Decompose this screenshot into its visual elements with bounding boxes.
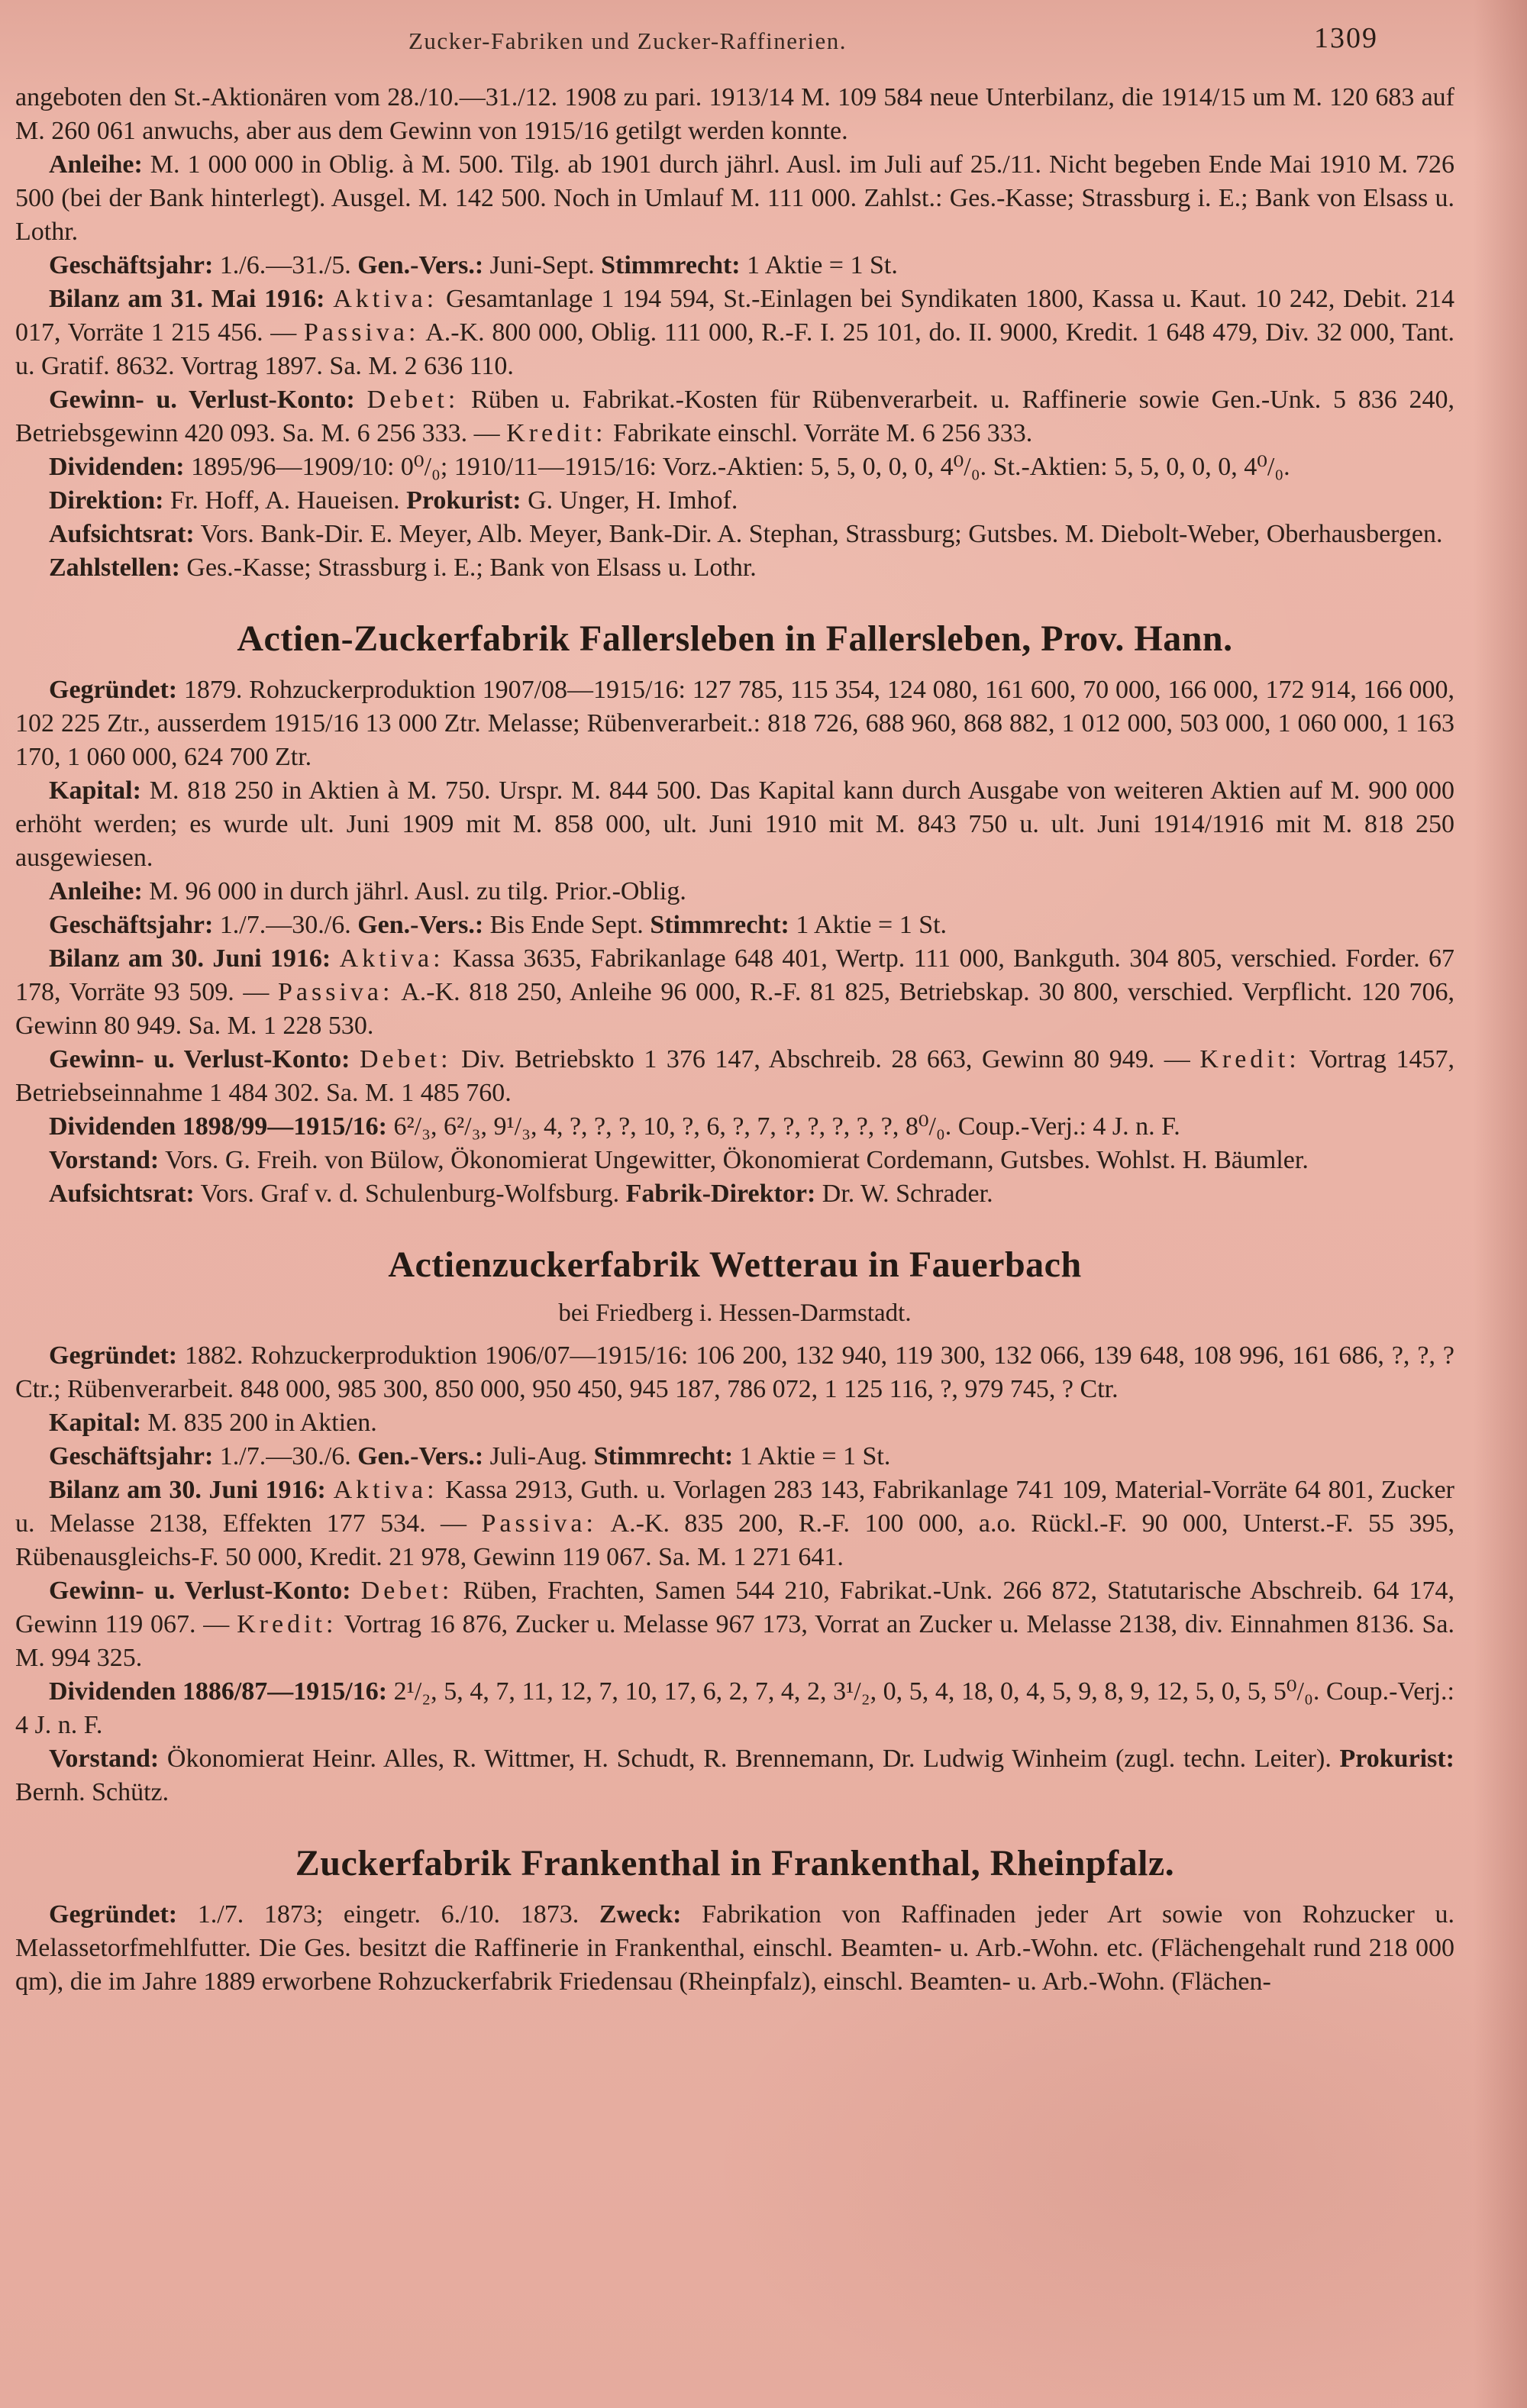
paragraph	[15, 1144, 1454, 1177]
label-segment: Gewinn- u. Verlust-Konto:	[49, 1577, 351, 1605]
text-segment: Passiva:	[481, 1509, 597, 1538]
label-segment: Bilanz am 30. Juni 1916:	[49, 944, 331, 973]
text-segment: Kredit:	[1199, 1045, 1300, 1073]
label-segment: Gegründet:	[49, 1341, 178, 1370]
text-segment: 1 Aktie = 1 St.	[740, 251, 898, 279]
text-segment: G. Unger, H. Imhof.	[521, 486, 738, 515]
paragraph	[15, 450, 1454, 484]
label-segment: Anleihe:	[49, 150, 143, 179]
label-segment: Gen.-Vers.:	[357, 251, 484, 279]
paragraph	[15, 1110, 1454, 1144]
paragraph	[15, 81, 1454, 148]
text-segment: Passiva:	[303, 318, 420, 347]
text-segment: Juli-Aug.	[483, 1442, 594, 1470]
label-segment: Aufsichtsrat:	[49, 1180, 195, 1208]
paragraph	[15, 673, 1454, 774]
label-segment: Gewinn- u. Verlust-Konto:	[49, 1045, 350, 1073]
entry-subtitle: bei Friedberg i. Hessen-Darmstadt.	[558, 1299, 912, 1327]
paragraph	[15, 774, 1454, 875]
text-segment: 6²/₃, 6²/₃, 9¹/₃, 4, ?, ?, ?, 10, ?, 6, ?, 7, ?, ?, ?, ?, ?, 8⁰/₀. Coup.-Verj.: 4 J. n. F.	[386, 1112, 1180, 1141]
text-segment: Aktiva:	[333, 285, 438, 313]
label-segment: Anleihe:	[49, 877, 143, 905]
paragraph	[15, 909, 1454, 942]
text-segment: Dr. W. Schrader.	[815, 1180, 993, 1208]
text-segment: Fr. Hoff, A. Haueisen.	[163, 486, 407, 515]
text-segment: 1./7.—30./6.	[213, 1442, 358, 1470]
paragraph	[15, 1742, 1454, 1809]
text-segment	[351, 1577, 361, 1605]
label-segment: Geschäftsjahr:	[49, 1442, 214, 1470]
text-segment: A.-K. 835 200, R.-F. 100 000, a.o. Rückl.-F. 90 000, Unterst.-F. 55 395, Rübenausgleichs-F. 50 000, Kredit. 21 978, Gewinn 119 067. Sa. M. 1 271 641.	[15, 1509, 1455, 1571]
page-content	[15, 81, 1454, 1999]
text-segment: Fabrikate einschl. Vorräte M. 6 256 333.	[606, 419, 1033, 447]
text-segment: 1 Aktie = 1 St.	[789, 911, 948, 939]
text-segment: Fabrikation von Raffinaden jeder Art sowie von Rohzucker u. Melassetorfmehlfutter. Die Ges. besitzt die Raffinerie in Frankenthal, einschl. Beamten- u. Arb.-Wohn. etc. (Flächengehalt rund 218 000 qm), die im Jahre 1889 erworbene Rohzuckerfabrik Friedensau (Rheinpfalz), einschl. Beamten- u. Arb.-Wohn. (Flächen-	[15, 1900, 1455, 1996]
paragraph	[15, 875, 1454, 909]
text-segment: A.-K. 818 250, Anleihe 96 000, R.-F. 81 825, Betriebskap. 30 800, verschied. Verpflicht. 120 706, Gewinn 80 949. Sa. M. 1 228 530.	[15, 978, 1454, 1040]
text-segment: Rüben u. Fabrikat.-Kosten für Rübenverarbeit. u. Raffinerie sowie Gen.-Unk. 5 836 240, Betriebsgewinn 420 093. Sa. M. 6 256 333. —	[15, 386, 1454, 447]
label-segment: Kapital:	[49, 776, 141, 805]
text-segment: 1./6.—31./5.	[213, 251, 358, 279]
label-segment: Gewinn- u. Verlust-Konto:	[49, 386, 355, 414]
paragraph	[15, 1177, 1454, 1211]
paragraph	[15, 1474, 1454, 1574]
page-number: 1309	[1314, 22, 1378, 54]
label-segment: Kapital:	[49, 1409, 141, 1437]
text-segment: Vortrag 16 876, Zucker u. Melasse 967 173, Vorrat an Zucker u. Melasse 2138, div. Einnahmen 8136. Sa. M. 994 325.	[15, 1610, 1454, 1672]
text-segment: Debet:	[359, 1045, 452, 1073]
label-segment: Dividenden 1886/87—1915/16:	[49, 1677, 388, 1706]
text-segment: Juni-Sept.	[483, 251, 602, 279]
paragraph	[15, 1675, 1454, 1742]
text-segment: Aktiva:	[339, 944, 444, 973]
text-segment	[331, 944, 339, 973]
entry-frankenthal	[15, 1842, 1454, 1999]
text-segment: M. 96 000 in durch jährl. Ausl. zu tilg. Prior.-Oblig.	[142, 877, 686, 905]
label-segment: Dividenden 1898/99—1915/16:	[49, 1112, 387, 1141]
label-segment: Gen.-Vers.:	[357, 911, 484, 939]
text-segment: Aktiva:	[333, 1476, 438, 1504]
entry-title: Actienzuckerfabrik Wetterau in Fauerbach	[388, 1244, 1082, 1285]
paragraph	[15, 282, 1454, 383]
label-segment: Vorstand:	[49, 1745, 160, 1773]
text-segment: Vors. Graf v. d. Schulenburg-Wolfsburg.	[194, 1180, 626, 1208]
text-segment: Kredit:	[237, 1610, 337, 1638]
label-segment: Bilanz am 31. Mai 1916:	[49, 285, 325, 313]
text-segment: 1./7. 1873; eingetr. 6./10. 1873.	[177, 1900, 599, 1929]
text-segment: Rüben, Frachten, Samen 544 210, Fabrikat.-Unk. 266 872, Statutarische Abschreib. 64 174, Gewinn 119 067. —	[15, 1577, 1454, 1638]
text-segment: Vortrag 1457, Betriebseinnahme 1 484 302. Sa. M. 1 485 760.	[15, 1045, 1454, 1107]
page-header	[15, 21, 1454, 63]
paragraph	[15, 148, 1454, 249]
paragraph	[15, 1574, 1454, 1675]
text-segment	[326, 1476, 334, 1504]
paragraph	[15, 1043, 1454, 1110]
text-segment: Vors. Bank-Dir. E. Meyer, Alb. Meyer, Bank-Dir. A. Stephan, Strassburg; Gutsbes. M. Diebolt-Weber, Oberhausbergen.	[194, 520, 1443, 548]
text-segment: 1879. Rohzuckerproduktion 1907/08—1915/16: 127 785, 115 354, 124 080, 161 600, 70 000, 166 000, 172 914, 166 000, 102 225 Ztr., ausserdem 1915/16 13 000 Ztr. Melasse; Rübenverarbeit.: 818 726, 688 960, 868 882, 1 012 000, 503 000, 1 060 000, 1 163 170, 1 060 000, 624 700 Ztr.	[15, 676, 1454, 771]
text-segment: Kassa 3635, Fabrikanlage 648 401, Wertp. 111 000, Bankguth. 304 805, verschied. Forder. 67 178, Vorräte 93 509. —	[15, 944, 1455, 1006]
entry-title: Zuckerfabrik Frankenthal in Frankenthal, Rheinpfalz.	[295, 1843, 1175, 1883]
text-segment: Kredit:	[506, 419, 607, 447]
text-segment: M. 818 250 in Aktien à M. 750. Urspr. M. 844 500. Das Kapital kann durch Ausgabe von weiteren Aktien auf M. 900 000 erhöht werden; es wurde ult. Juni 1909 mit M. 858 000, ult. Juni 1910 mit M. 843 750 u. ult. Juni 1914/1916 mit M. 818 250 ausgewiesen.	[15, 776, 1454, 872]
text-segment: A.-K. 800 000, Oblig. 111 000, R.-F. I. 25 101, do. II. 9000, Kredit. 1 648 479, Div. 32 000, Tant. u. Gratif. 8632. Vortrag 1897. Sa. M. 2 636 110.	[15, 318, 1454, 380]
entry-fallersleben	[15, 617, 1454, 1211]
label-segment: Stimmrecht:	[593, 1442, 734, 1470]
label-segment: Gegründet:	[49, 676, 178, 704]
paragraph	[15, 1339, 1454, 1406]
entry-wetterau	[15, 1243, 1454, 1809]
paragraph	[15, 249, 1454, 282]
text-segment: 1./7.—30./6.	[213, 911, 358, 939]
label-segment: Bilanz am 30. Juni 1916:	[49, 1476, 326, 1504]
paragraph	[15, 383, 1454, 450]
label-segment: Gen.-Vers.:	[357, 1442, 484, 1470]
label-segment: Prokurist:	[406, 486, 521, 515]
text-segment: Debet:	[360, 1577, 454, 1605]
text-segment: Passiva:	[277, 978, 394, 1006]
paragraph	[15, 1406, 1454, 1440]
entry-strassburg-continuation	[15, 81, 1454, 585]
text-segment: Debet:	[366, 386, 460, 414]
text-segment: 1882. Rohzuckerproduktion 1906/07—1915/16: 106 200, 132 940, 119 300, 132 066, 139 648, 108 996, 161 686, ?, ?, ? Ctr.; Rübenverarbeit. 848 000, 985 300, 850 000, 950 450, 945 187, 786 072, 1 125 116, ?, 979 745, ? Ctr.	[15, 1341, 1454, 1403]
paragraph	[15, 1898, 1454, 1999]
text-segment: M. 835 200 in Aktien.	[140, 1409, 377, 1437]
entry-title: Actien-Zuckerfabrik Fallersleben in Fallersleben, Prov. Hann.	[237, 618, 1233, 659]
text-segment: 1 Aktie = 1 St.	[733, 1442, 891, 1470]
text-segment: Vors. G. Freih. von Bülow, Ökonomierat Ungewitter, Ökonomierat Cordemann, Gutsbes. Wohlst. H. Bäumler.	[159, 1146, 1309, 1174]
label-segment: Geschäftsjahr:	[49, 911, 214, 939]
label-segment: Prokurist:	[1339, 1745, 1454, 1773]
paragraph	[15, 551, 1454, 585]
label-segment: Zahlstellen:	[49, 554, 180, 582]
text-segment: angeboten den St.-Aktionären vom 28./10.—31./12. 1908 zu pari. 1913/14 M. 109 584 neue Unterbilanz, die 1914/15 um M. 120 683 auf M. 260 061 anwuchs, aber aus dem Gewinn von 1915/16 getilgt werden konnte.	[15, 83, 1454, 145]
paragraph	[15, 1440, 1454, 1474]
label-segment: Aufsichtsrat:	[49, 520, 195, 548]
text-segment	[350, 1045, 360, 1073]
text-segment: Ges.-Kasse; Strassburg i. E.; Bank von Elsass u. Lothr.	[179, 554, 757, 582]
paragraph	[15, 518, 1454, 551]
text-segment: Gesamtanlage 1 194 594, St.-Einlagen bei Syndikaten 1800, Kassa u. Kaut. 10 242, Debit. 214 017, Vorräte 1 215 456. —	[15, 285, 1454, 347]
text-segment	[324, 285, 333, 313]
running-header: Zucker-Fabriken und Zucker-Raffinerien.	[408, 27, 847, 54]
label-segment: Fabrik-Direktor:	[625, 1180, 816, 1208]
text-segment: 2¹/₂, 5, 4, 7, 11, 12, 7, 10, 17, 6, 2, 7, 4, 2, 3¹/₂, 0, 5, 4, 18, 0, 4, 5, 9, 8, 9, 12, 5, 0, 5, 5⁰/₀. Coup.-Verj.: 4 J. n. F.	[15, 1677, 1455, 1739]
text-segment: Div. Betriebskto 1 376 147, Abschreib. 28 663, Gewinn 80 949. —	[451, 1045, 1200, 1073]
text-segment: Ökonomierat Heinr. Alles, R. Wittmer, H. Schudt, R. Brennemann, Dr. Ludwig Winheim (zugl. techn. Leiter).	[159, 1745, 1340, 1773]
label-segment: Vorstand:	[49, 1146, 160, 1174]
text-segment	[355, 386, 367, 414]
text-segment: M. 1 000 000 in Oblig. à M. 500. Tilg. ab 1901 durch jährl. Ausl. im Juli auf 25./11. Nicht begeben Ende Mai 1910 M. 726 500 (bei der Bank hinterlegt). Ausgel. M. 142 500. Noch in Umlauf M. 111 000. Zahlst.: Ges.-Kasse; Strassburg i. E.; Bank von Elsass u. Lothr.	[15, 150, 1454, 246]
label-segment: Stimmrecht:	[601, 251, 741, 279]
label-segment: Zweck:	[599, 1900, 682, 1929]
text-segment: Bernh. Schütz.	[15, 1778, 169, 1806]
label-segment: Stimmrecht:	[650, 911, 789, 939]
label-segment: Geschäftsjahr:	[49, 251, 214, 279]
paragraph	[15, 942, 1454, 1043]
label-segment: Dividenden:	[49, 453, 185, 481]
paragraph	[15, 484, 1454, 518]
text-segment: Bis Ende Sept.	[483, 911, 651, 939]
label-segment: Direktion:	[49, 486, 164, 515]
label-segment: Gegründet:	[49, 1900, 178, 1929]
text-segment: Kassa 2913, Guth. u. Vorlagen 283 143, Fabrikanlage 741 109, Material-Vorräte 64 801, Zucker u. Melasse 2138, Effekten 177 534. —	[15, 1476, 1454, 1538]
text-segment: 1895/96—1909/10: 0⁰/₀; 1910/11—1915/16: Vorz.-Aktien: 5, 5, 0, 0, 0, 4⁰/₀. St.-Aktien: 5, 5, 0, 0, 0, 4⁰/₀.	[184, 453, 1290, 481]
